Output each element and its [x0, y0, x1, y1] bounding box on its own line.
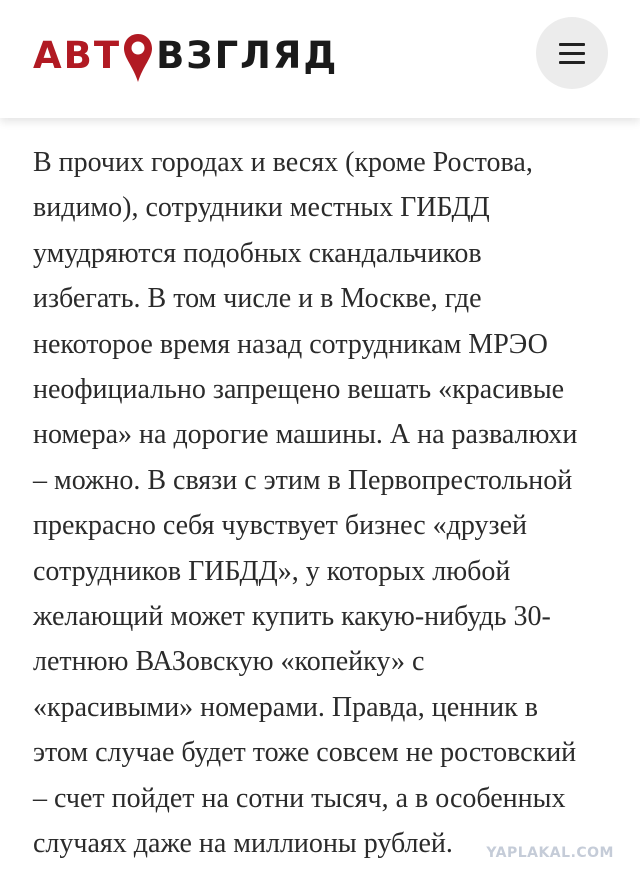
article-line: – можно. В связи с этим в Первопрестольной	[33, 464, 573, 496]
menu-button[interactable]	[536, 17, 608, 89]
article-body	[33, 140, 618, 867]
article-line: случаях даже на миллионы рублей.	[33, 828, 453, 860]
article-line: номера» на дорогие машины. А на развалюхи	[33, 419, 578, 451]
article-line: видимо), сотрудники местных ГИБДД	[33, 192, 490, 224]
article-line: сотрудников ГИБДД», у которых любой	[33, 555, 511, 587]
article-line: некоторое время назад сотрудникам МРЭО	[33, 328, 548, 360]
site-logo[interactable]	[33, 33, 338, 85]
article-line: В прочих городах и весях (кроме Ростова,	[33, 147, 533, 178]
watermark: YAPLAKAL.COM	[486, 845, 614, 861]
article-line: избегать. В том числе и в Москве, где	[33, 283, 482, 315]
article-line: «красивыми» номерами. Правда, ценник в	[33, 691, 538, 723]
logo-text-avt: АВТ	[33, 34, 122, 77]
article-line: умудряются подобных скандальчиков	[33, 237, 482, 269]
logo-text-vzglyad: ВЗГЛЯД	[156, 34, 339, 77]
article-line: летнюю ВАЗовскую «копейку» с	[33, 646, 425, 678]
article-line: желающий может купить какую-нибудь 30-	[33, 601, 551, 633]
article-line: этом случае будет тоже совсем не ростовский	[33, 737, 577, 769]
location-pin-icon	[123, 33, 153, 83]
article-line: прекрасно себя чувствует бизнес «друзей	[33, 510, 528, 542]
article-line: неофициально запрещено вешать «красивые	[33, 374, 565, 406]
article-line: – счет пойдет на сотни тысяч, а в особенных	[33, 782, 566, 814]
site-header	[0, 0, 640, 118]
